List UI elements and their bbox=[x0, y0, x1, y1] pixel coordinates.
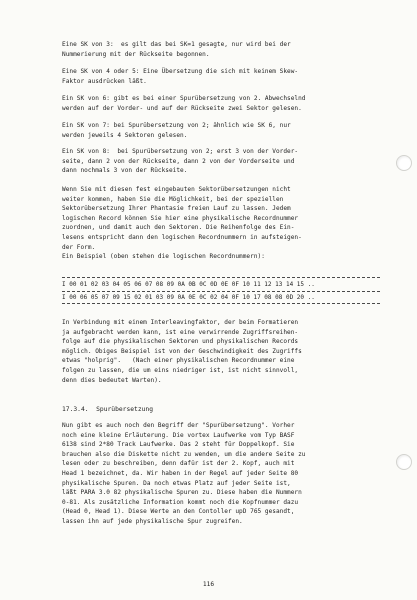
paragraph-spur: Nun gibt es auch noch den Begriff der "Spurübersetzung". Vorher noch eine kleine Erläuterung. Die vortex Laufwerke vom Typ BASF 6138 sind 2*80 Track Laufwerke. Das 2 steht für Doppelkopf. Sie brauchen also die Diskette nicht zu wenden, um die andere Seite zu lesen oder zu beschreiben, denn dafür ist der 2. Kopf, auch mit Head 1 bezeichnet, da. Wir haben in der Regel auf jeder Seite 80 physikalische Spuren. Da noch etwas Platz auf jeder Seite ist, läßt PARA 3.0 82 physikalische Spuren zu. Diese haben die Nummern 0-81. Als zusätzliche Information kommt noch die Kopfnummer dazu (Head 0, Head 1). Diese Werte an den Contoller upD 765 gesandt, lassen ihn auf jede physikalische Spur zugreifen. bbox=[62, 422, 306, 525]
paragraph-interleave: In Verbindung mit einem Interleavingfaktor, der beim Formatieren ja aufgebracht werden kann, ist eine verwirrende Zugriffsreihen- folge auf die physikalischen Sektoren und physikalischen Records möglich. Obiges Beispiel ist von der Geschwindigkeit des Zugriffs etwas "holprig". (Nach einer physikalischen Recordnummer eine folgen zu lassen, die um eins niedriger ist, ist nicht sinnvoll, denn dies bedeutet Warten). bbox=[62, 319, 302, 384]
paragraph-sk3: Eine SK von 3: es gilt das bei SK=1 gesagte, nur wird bei der Nummerierung mit der Rückseite begonnen. bbox=[62, 41, 291, 58]
paragraph-sk4-5: Eine SK von 4 oder 5: Eine Übersetzung die sich mit keinem Skew- Faktor ausdrücken läßt. bbox=[62, 68, 299, 85]
punch-hole-top bbox=[396, 155, 412, 171]
physical-record-row: I 00 06 05 07 09 15 02 01 03 09 0A 0E 0C 02 04 0F 10 17 08 08 0D 20 .. bbox=[62, 294, 315, 301]
paragraph-sk7: Ein SK von 7: bei Spurübersetzung von 2; ähnlich wie SK 6, nur werden jeweils 4 Sektoren gelesen. bbox=[62, 122, 291, 139]
paragraph-intro-example: Wenn Sie mit diesen fest eingebauten Sektorübersetzungen nicht weiter kommen, haben Sie die Möglichkeit, bei der speziellen Sektorübersetzung Ihrer Phantasie freien Lauf zu lassen. Jedem logischen Record können Sie hier eine physikalische Recordnummer zuordnen, und damit auch den Sektoren. Die Reihenfolge des Ein- lesens entspricht dann den logischen Recordnummern in aufsteigen- der Form. Ein Beispiel (oben stehen die logischen Recordnummern): bbox=[62, 186, 302, 261]
paragraph-sk6: Ein SK von 6: gibt es bei einer Spurübersetzung von 2. Abwechselnd werden auf der Vorder- und auf der Rückseite zwei Sektor gelesen. bbox=[62, 95, 306, 112]
section-number: 17.3.4. bbox=[62, 406, 89, 413]
page-number: 116 bbox=[202, 581, 215, 588]
punch-hole-bottom bbox=[396, 454, 412, 470]
logical-record-row: I 00 01 02 03 04 05 06 07 08 09 0A 0B 0C 0D 0E 0F 10 11 12 13 14 15 .. bbox=[62, 281, 315, 288]
table-rule-top bbox=[62, 277, 380, 278]
table-rule-middle bbox=[62, 291, 380, 292]
paragraph-sk8: Ein SK von 8: bei Spurübersetzung von 2; erst 3 von der Vorder- seite, dann 2 von der Rückseite, dann 2 von der Vorderseite und dann nochmals 3 von der Rückseite. bbox=[62, 148, 299, 175]
section-title: Spurübersetzung bbox=[96, 406, 154, 413]
table-rule-bottom bbox=[62, 303, 380, 304]
section-heading bbox=[62, 405, 153, 415]
